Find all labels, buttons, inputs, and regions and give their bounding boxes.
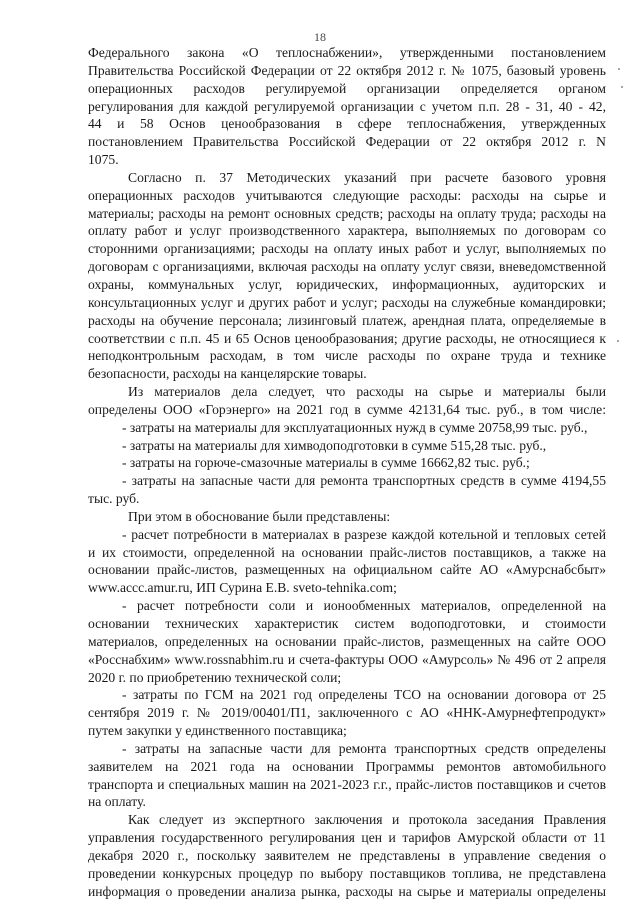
text-line: консультационных услуг и других работ и услуг; расходы на служебные командировки; (88, 294, 606, 310)
text-line: Правительства Российской Федерации от 22 октября 2012 г. № 1075, базовый уровень (88, 62, 606, 78)
text-line: - затраты на материалы для химводоподготовки в сумме 515,28 тыс. руб., (122, 437, 547, 453)
text-line: 2020 г. по приобретению технической соли; (88, 669, 342, 685)
text-line: декабря 2020 г., поскольку заявителем не представлены в управление сведения о (88, 847, 606, 863)
text-line: «Росснабхим» www.rossnabhim.ru и счета-фактуры ООО «Амурсоль» № 496 от 2 апреля (88, 651, 606, 667)
text-line: сентября 2019 г. № 2019/00401/П1, заключенного с АО «ННК-Амурнефтепродукт» (88, 705, 606, 721)
text-line: заявителем на 2021 года на основании Программы ремонтов автомобильного (88, 758, 606, 774)
text-line: 1075. (88, 152, 119, 168)
text-line: операционных расходов регулируемой организации определяется органом (88, 80, 606, 96)
text-line: расходы на обучение персонала; лизинговый платеж, арендная плата, определяемые в (88, 312, 606, 328)
text-line: управления государственного регулирования цен и тарифов Амурской области от 11 (88, 830, 606, 846)
text-line: основании технических характеристик систем водоподготовки, и стоимости (88, 616, 606, 631)
text-line: - затраты по ГСМ на 2021 год определены ТСО на основании договора от 25 (122, 687, 606, 703)
text-line: определены ООО «Горэнерго» на 2021 год в сумме 42131,64 тыс. руб., в том числе: (88, 401, 606, 417)
text-line: информация о проведении анализа рынка, расходы на сырье и материалы определены (88, 883, 606, 899)
text-line: - расчет потребности соли и ионообменных материалов, определенной на (122, 598, 606, 614)
text-line: постановлением Правительства Российской Федерации от 22 октября 2012 г. N (88, 134, 606, 150)
page-number: 18 (314, 30, 326, 44)
text-line: на оплату. (88, 794, 146, 810)
text-line: охраны, коммунальных услуг, юридических, информационных, аудиторских и (88, 276, 606, 292)
text-line: материалов, определенных на основании прайс-листов, размещенных на сайте ООО (88, 633, 606, 649)
scan-speck (621, 86, 623, 88)
text-line: - затраты на горюче-смазочные материалы в сумме 16662,82 тыс. руб.; (122, 455, 530, 471)
text-line: основании прайс-листов, размещенных на официальном сайте АО «Амурснабсбыт» (88, 562, 606, 578)
text-line: тыс. руб. (88, 491, 140, 507)
text-line: транспорта и специальных машин на 2021-2023 г.г., прайс-листов поставщиков и счетов (88, 776, 606, 792)
text-line: соответствии с п.п. 45 и 65 Основ ценообразования; другие расходы, не относящиеся к (88, 330, 606, 346)
text-line: Как следует из экспертного заключения и протокола заседания Правления (128, 812, 606, 828)
text-line: Согласно п. 37 Методических указаний при расчете базового уровня (128, 169, 606, 185)
text-line: договорам с организациями, включая расходы на оплату услуг связи, вневедомственной (88, 259, 606, 275)
text-line: - расчет потребности в материалах в разрезе каждой котельной и тепловых сетей (122, 526, 606, 542)
text-line: и их стоимости, определенной на основании прайс-листов поставщиков, а также на (88, 544, 606, 560)
text-line: неподконтрольным расходам, в том числе расходы по охране труда и технике (88, 348, 606, 364)
text-line: Из материалов дела следует, что расходы на сырье и материалы были (128, 384, 606, 400)
text-line: регулирования для каждой регулируемой организации с учетом п.п. 28 - 31, 40 - 42, (88, 98, 606, 114)
text-line: материалы; расходы на ремонт основных средств; расходы на оплату труда; расходы на (88, 205, 606, 221)
text-line: безопасности, расходы на канцелярские товары. (88, 366, 367, 382)
text-line: операционных расходов учитываются следующие расходы: расходы на сырье и (88, 187, 606, 203)
text-line: проведении конкурсных процедур по выбору поставщиков топлива, не представлена (88, 865, 606, 881)
text-line: При этом в обоснование были представлены: (128, 508, 391, 524)
text-line: www.accc.amur.ru, ИП Сурина Е.В. sveto-tehnika.com; (88, 580, 397, 596)
scan-speck (618, 68, 620, 70)
text-line: сторонними организациями; расходы на оплату иных работ и услуг, выполняемых по (88, 241, 606, 257)
text-line: Федерального закона «О теплоснабжении», утвержденными постановлением (88, 45, 606, 60)
text-line: оплату работ и услуг производственного характера, выполняемых по договорам со (88, 223, 606, 239)
text-line: - затраты на запасные части для ремонта транспортных средств определены (122, 740, 606, 756)
scan-speck (617, 340, 619, 342)
document-body (88, 44, 606, 901)
text-line: - затраты на материалы для эксплуатационных нужд в сумме 20758,99 тыс. руб., (122, 419, 588, 435)
text-line: - затраты на запасные части для ремонта транспортных средств в сумме 4194,55 (122, 473, 606, 489)
text-line: 44 и 58 Основ ценообразования в сфере теплоснабжения, утвержденных (88, 116, 606, 132)
text-line: путем закупки у единственного поставщика; (88, 723, 347, 739)
